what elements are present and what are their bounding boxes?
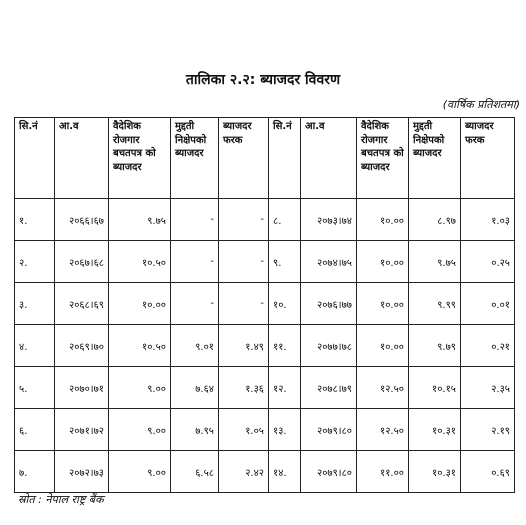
column-header: मुद्दती निक्षेपको ब्याजदर: [171, 118, 219, 199]
table-cell: २.: [15, 241, 55, 283]
interest-rate-table: [14, 117, 515, 493]
table-cell: २०७४।७५: [301, 241, 357, 283]
table-row: [15, 409, 515, 451]
table-cell: ११.: [269, 325, 301, 367]
column-header: आ.व: [301, 118, 357, 199]
table-row: [15, 367, 515, 409]
table-cell: १०.१५: [409, 367, 461, 409]
table-cell: १.: [15, 199, 55, 241]
table-cell: २०७९।८०: [301, 409, 357, 451]
table-cell: २.४२: [219, 451, 269, 493]
table-cell: ११.००: [357, 451, 409, 493]
table-row: [15, 199, 515, 241]
column-header: सि.नं: [269, 118, 301, 199]
table-cell: -: [219, 241, 269, 283]
table-cell: २०६८।६९: [55, 283, 109, 325]
table-cell: -: [219, 199, 269, 241]
table-cell: १.३६: [219, 367, 269, 409]
table-cell: -: [171, 199, 219, 241]
table-cell: ९.७९: [409, 325, 461, 367]
table-cell: २.१९: [461, 409, 515, 451]
table-cell: २०७०।७१: [55, 367, 109, 409]
table-cell: -: [171, 241, 219, 283]
table-cell: -: [171, 283, 219, 325]
table-cell: २०७९।८०: [301, 451, 357, 493]
table-cell: १२.५०: [357, 409, 409, 451]
source-note: स्रोत : नेपाल राष्ट्र बैंक: [18, 493, 104, 506]
table-cell: ९.००: [109, 409, 171, 451]
table-cell: ०.६९: [461, 451, 515, 493]
table-row: [15, 241, 515, 283]
table-row: [15, 451, 515, 493]
table-cell: २०६६।६७: [55, 199, 109, 241]
table-cell: १०.००: [109, 283, 171, 325]
table-row: [15, 283, 515, 325]
table-cell: १०.३१: [409, 451, 461, 493]
table-cell: ९.९९: [409, 283, 461, 325]
column-header: सि.नं: [15, 118, 55, 199]
table-cell: १२.: [269, 367, 301, 409]
table-cell: ३.: [15, 283, 55, 325]
header-row: [15, 118, 515, 199]
table-cell: २०६९।७०: [55, 325, 109, 367]
column-header: आ.व: [55, 118, 109, 199]
table-cell: १०.००: [357, 325, 409, 367]
table-cell: २०७६।७७: [301, 283, 357, 325]
table-cell: १०.००: [357, 283, 409, 325]
table-cell: १०.५०: [109, 325, 171, 367]
table-cell: ९.: [269, 241, 301, 283]
table-cell: १२.५०: [357, 367, 409, 409]
column-header: मुद्दती निक्षेपको ब्याजदर: [409, 118, 461, 199]
table-cell: १.०५: [219, 409, 269, 451]
table-cell: १.०३: [461, 199, 515, 241]
table-cell: ५.: [15, 367, 55, 409]
page-title: तालिका २.२: ब्याजदर विवरण: [185, 72, 341, 88]
table-cell: २०७३।७४: [301, 199, 357, 241]
table-cell: ८.: [269, 199, 301, 241]
unit-note: (वार्षिक प्रतिशतमा): [442, 98, 520, 111]
table-cell: २०७७।७८: [301, 325, 357, 367]
table-cell: १०.००: [357, 241, 409, 283]
table-cell: १०.: [269, 283, 301, 325]
table-cell: ९.०१: [171, 325, 219, 367]
table-cell: ०.२५: [461, 241, 515, 283]
table-cell: २०७१।७२: [55, 409, 109, 451]
table-cell: ६.५८: [171, 451, 219, 493]
table-cell: ०.२१: [461, 325, 515, 367]
table-cell: ९.७५: [109, 199, 171, 241]
table-cell: ०.०१: [461, 283, 515, 325]
column-header: वैदेशिक रोजगार बचतपत्र को ब्याजदर: [357, 118, 409, 199]
table-cell: ७.: [15, 451, 55, 493]
table-row: [15, 325, 515, 367]
table-cell: ९.००: [109, 367, 171, 409]
table-cell: २.३५: [461, 367, 515, 409]
table-cell: ४.: [15, 325, 55, 367]
table-cell: १४.: [269, 451, 301, 493]
table-cell: -: [219, 283, 269, 325]
column-header: ब्याजदर फरक: [219, 118, 269, 199]
table-cell: ९.००: [109, 451, 171, 493]
table-cell: २०७८।७९: [301, 367, 357, 409]
table-cell: ७.९५: [171, 409, 219, 451]
table-cell: १३.: [269, 409, 301, 451]
table-cell: ९.७५: [409, 241, 461, 283]
table-cell: १०.००: [357, 199, 409, 241]
table-cell: १०.३१: [409, 409, 461, 451]
table-cell: २०६७।६८: [55, 241, 109, 283]
table-cell: ८.९७: [409, 199, 461, 241]
table-cell: २०७२।७३: [55, 451, 109, 493]
column-header: ब्याजदर फरक: [461, 118, 515, 199]
table-cell: १.४९: [219, 325, 269, 367]
table-cell: १०.५०: [109, 241, 171, 283]
column-header: वैदेशिक रोजगार बचतपत्र को ब्याजदर: [109, 118, 171, 199]
table-cell: ७.६४: [171, 367, 219, 409]
table-cell: ६.: [15, 409, 55, 451]
